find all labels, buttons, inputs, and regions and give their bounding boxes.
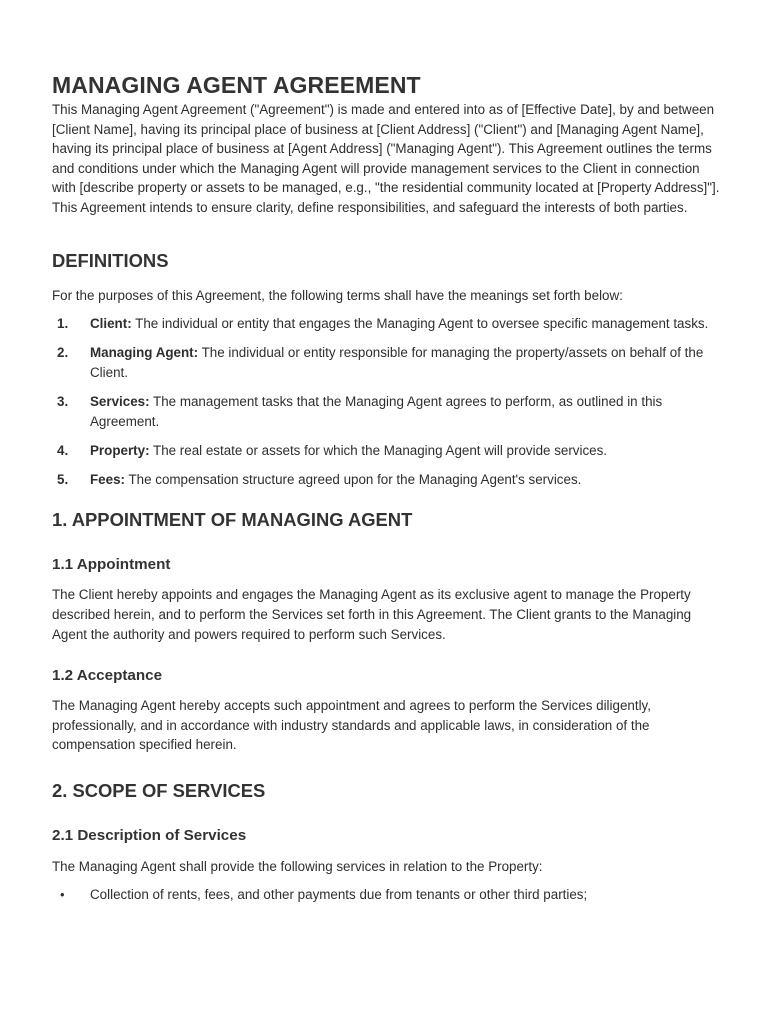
section1-2-text: The Managing Agent hereby accepts such appointment and agrees to perform the Services diligently, professionally, and in accordance with industry standards and applicable laws, in consideration of the compensation specified herein.: [52, 698, 651, 753]
definition-body: [90, 441, 607, 461]
definition-term: Managing Agent:: [90, 345, 199, 361]
definition-body: [90, 470, 581, 490]
definition-number: 4.: [57, 442, 69, 458]
definition-number: 3.: [57, 393, 69, 409]
section1-1-text: The Client hereby appoints and engages the Managing Agent as its exclusive agent to manage the Property described herein, and to perform the Services set forth in this Agreement. The Client grants to the Managing Agent the authority and powers required to perform such Services.: [52, 587, 692, 642]
definition-term: Client:: [90, 316, 132, 332]
definition-text: The management tasks that the Managing Agent agrees to perform, as outlined in this Agreement.: [90, 393, 663, 429]
definitions-lead: For the purposes of this Agreement, the following terms shall have the meanings set forth below:: [52, 287, 623, 303]
list-item: [52, 885, 724, 905]
definition-body: [90, 314, 708, 334]
definition-text: The individual or entity that engages the Managing Agent to oversee specific management tasks.: [131, 316, 709, 332]
definition-body: [90, 392, 724, 431]
definition-text: The real estate or assets for which the Managing Agent will provide services.: [149, 442, 608, 458]
definitions-list: [52, 314, 724, 489]
definition-number: 2.: [57, 345, 69, 361]
section1-1-heading: 1.1 Appointment: [52, 556, 171, 574]
definition-item: [52, 392, 724, 431]
document-page: [52, 70, 724, 905]
definition-term: Fees:: [90, 471, 125, 487]
definition-item: [52, 314, 724, 334]
definition-body: [90, 343, 724, 382]
section2-1-heading: 2.1 Description of Services: [52, 826, 247, 844]
definitions-heading: DEFINITIONS: [52, 249, 169, 271]
intro-paragraph: This Managing Agent Agreement ("Agreement") is made and entered into as of [Effective Date], by and between [Client Name], having its principal place of business at [Client Address] ("Client") and [Managing Agent Name], having its principal place of business at [Agent Address] ("Managing Agent"). This Agreement outlines the terms and conditions under which the Managing Agent will provide management services to the Client in connection with [describe property or assets to be managed, e.g., "the residential community located at [Property Address]"]. This Agreement intends to ensure clarity, define responsibilities, and safeguard the interests of both parties.: [52, 102, 720, 215]
definition-term: Property:: [90, 442, 150, 458]
section1-2-heading: 1.2 Acceptance: [52, 667, 163, 685]
document-title: MANAGING AGENT AGREEMENT: [52, 72, 421, 98]
list-item-text: Collection of rents, fees, and other payments due from tenants or other third parties;: [90, 887, 588, 903]
bullet-icon: •: [60, 887, 65, 903]
services-list: [52, 885, 724, 905]
definition-number: 1.: [57, 316, 69, 332]
definition-item: [52, 470, 724, 490]
section2-heading: 2. SCOPE OF SERVICES: [52, 779, 266, 801]
definition-text: The compensation structure agreed upon for the Managing Agent's services.: [124, 471, 582, 487]
definition-text: The individual or entity responsible for managing the property/assets on behalf of the Client.: [90, 345, 704, 380]
section1-heading: 1. APPOINTMENT OF MANAGING AGENT: [52, 509, 413, 531]
definition-item: [52, 343, 724, 382]
definition-number: 5.: [57, 471, 69, 487]
definition-term: Services:: [90, 393, 150, 409]
definition-item: [52, 441, 724, 461]
section2-1-text: The Managing Agent shall provide the following services in relation to the Property:: [52, 858, 543, 874]
